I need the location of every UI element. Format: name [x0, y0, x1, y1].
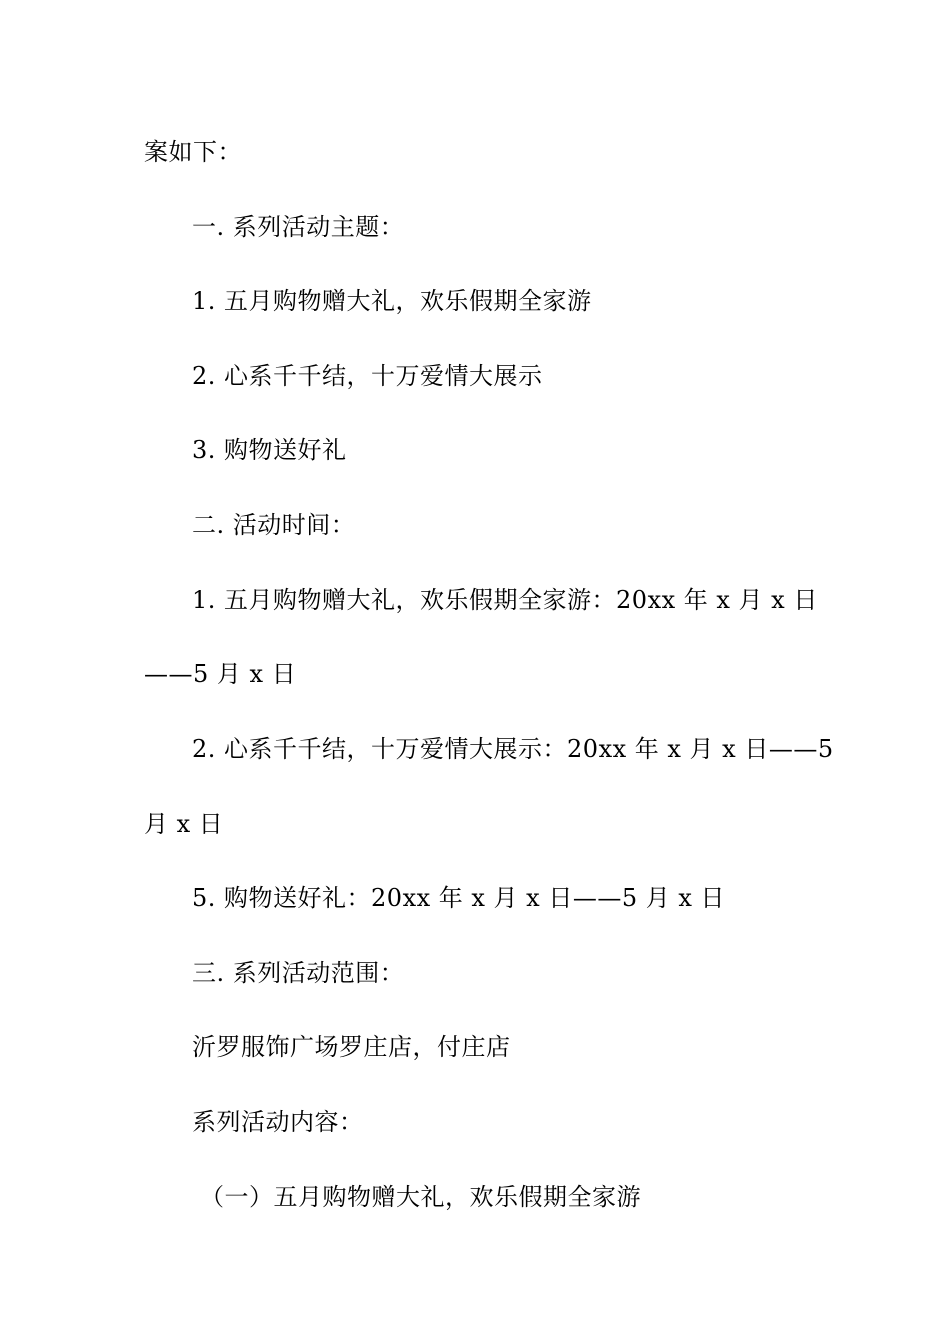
theme-item-3: 3. 购物送好礼 — [192, 436, 347, 464]
heading-scope: 三. 系列活动范围： — [192, 959, 405, 987]
time-item-2: 2. 心系千千结，十万爱情大展示：20xx 年 x 月 x 日——5 — [192, 735, 834, 763]
time-item-1: 1. 五月购物赠大礼，欢乐假期全家游：20xx 年 x 月 x 日 — [192, 586, 818, 614]
time-item-1-continued: ——5 月 x 日 — [144, 660, 297, 688]
heading-theme: 一. 系列活动主题： — [192, 213, 405, 241]
heading-content: 系列活动内容： — [192, 1108, 364, 1136]
scope-text: 沂罗服饰广场罗庄店，付庄店 — [192, 1033, 511, 1061]
time-item-3: 5. 购物送好礼：20xx 年 x 月 x 日——5 月 x 日 — [192, 884, 726, 912]
content-item-1: （一）五月购物赠大礼，欢乐假期全家游 — [200, 1183, 641, 1211]
theme-item-2: 2. 心系千千结，十万爱情大展示 — [192, 362, 543, 390]
text-line-intro: 案如下： — [144, 138, 242, 166]
theme-item-1: 1. 五月购物赠大礼，欢乐假期全家游 — [192, 287, 592, 315]
heading-time: 二. 活动时间： — [192, 511, 356, 539]
time-item-2-continued: 月 x 日 — [144, 810, 224, 838]
